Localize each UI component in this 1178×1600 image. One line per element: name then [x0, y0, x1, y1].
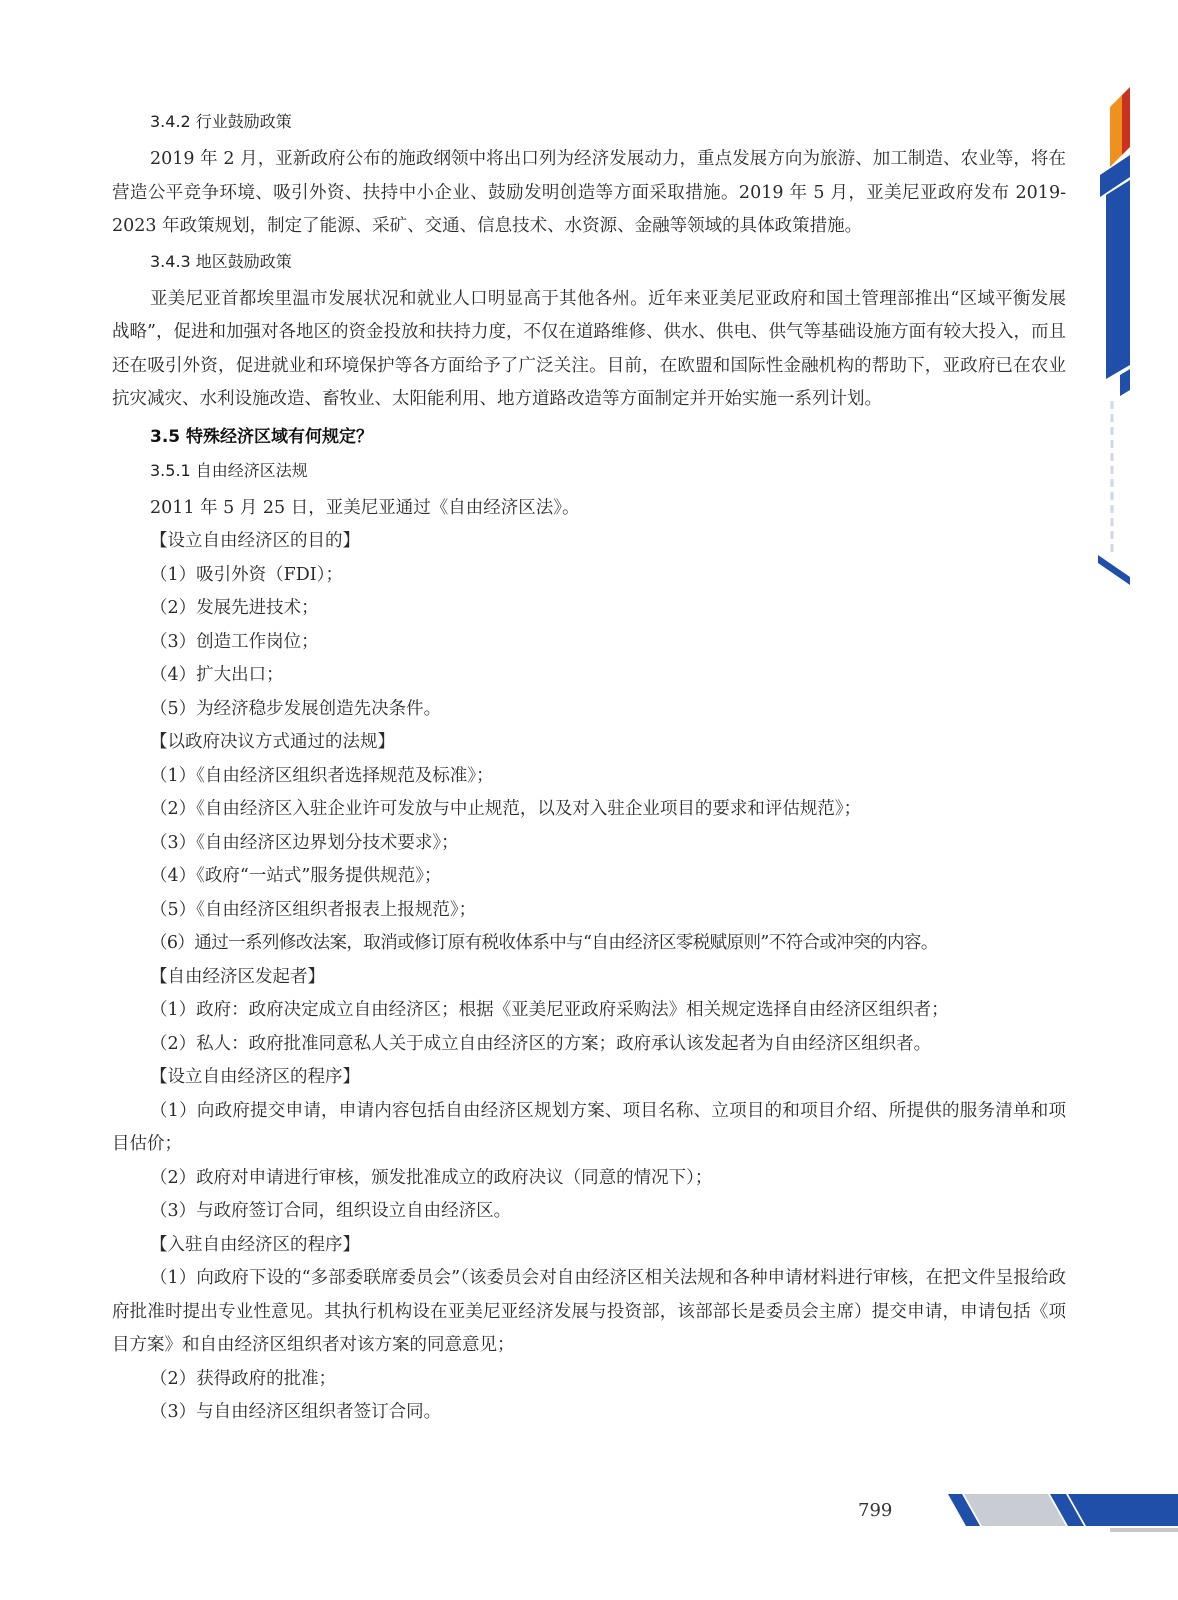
regulations-heading: 【以政府决议方式通过的法规】 [150, 732, 395, 752]
intro-line: 2011 年 5 月 25 日，亚美尼亚通过《自由经济区法》。 [150, 497, 580, 518]
list-item: （1）向政府下设的“多部委联席委员会”（该委员会对自由经济区相关法规和各种申请材料进行审核，在把文件呈报给政府批准时提出专业性意见。其执行机构设在亚美尼亚经济发展与投资部，该部部长是委员会主席）提交申请，申请包括《项目方案》和自由经济区组织者对该方案的同意意见； [112, 1268, 1066, 1355]
list-item: （1）政府：政府决定成立自由经济区；根据《亚美尼亚政府采购法》相关规定选择自由经济区组织者； [150, 1000, 949, 1020]
paragraph-industry-policy: 2019 年 2 月，亚新政府公布的施政纲领中将出口列为经济发展动力，重点发展方向为旅游、加工制造、农业等，将在营造公平竞争环境、吸引外资、扶持中小企业、鼓励发明创造等方面采取措施。2019 年 5 月，亚美尼亚政府发布 2019-2023 年政策规划，制定了能源、采矿、交通、信息技术、水资源、金融等领域的具体政策措施。 [112, 149, 1066, 236]
list-item: （4）扩大出口； [150, 665, 284, 685]
list-item: （1）《自由经济区组织者选择规范及标准》； [150, 765, 494, 786]
entry-procedure-heading: 【入驻自由经济区的程序】 [150, 1234, 360, 1255]
purpose-heading: 【设立自由经济区的目的】 [150, 531, 360, 551]
setup-procedure-heading: 【设立自由经济区的程序】 [150, 1067, 360, 1087]
list-item: （4）《政府“一站式”服务提供规范》； [150, 866, 442, 886]
list-item: （3）与政府签订合同，组织设立自由经济区。 [150, 1201, 512, 1221]
paragraph-regional-policy: 亚美尼亚首都埃里温市发展状况和就业人口明显高于其他各州。近年来亚美尼亚政府和国土管理部推出“区域平衡发展战略”，促进和加强对各地区的资金投放和扶持力度，不仅在道路维修、供水、供电、供气等基础设施方面有较大投入，而且还在吸引外资，促进就业和环境保护等各方面给予了广泛关注。目前，在欧盟和国际性金融机构的帮助下，亚政府已在农业抗灾减灾、水利设施改造、畜牧业、太阳能利用、地方道路改造等方面制定并开始实施一系列计划。 [112, 288, 1066, 409]
list-item: （2）获得政府的批准； [150, 1368, 337, 1389]
section-title-3-5-1: 3.5.1 自由经济区法规 [150, 460, 308, 480]
list-item: （1）向政府提交申请，申请内容包括自由经济区规划方案、项目名称、立项目的和项目介绍、所提供的服务清单和项目估价； [112, 1100, 1066, 1154]
decorative-footer-band [940, 1490, 1178, 1534]
list-item: （3）创造工作岗位； [150, 631, 319, 652]
list-item: （2）《自由经济区入驻企业许可发放与中止规范，以及对入驻企业项目的要求和评估规范》； [150, 799, 862, 819]
initiator-heading: 【自由经济区发起者】 [150, 966, 325, 987]
list-item: （2）政府对申请进行审核，颁发批准成立的政府决议（同意的情况下）； [150, 1167, 713, 1188]
section-title-3-4-2: 3.4.2 行业鼓励政策 [150, 112, 292, 131]
page-number: 799 [858, 1500, 893, 1521]
list-item: （1）吸引外资（FDI）； [150, 564, 343, 585]
page-content [112, 108, 1066, 1430]
section-title-3-4-3: 3.4.3 地区鼓励政策 [150, 251, 292, 271]
list-item: （2）发展先进技术； [150, 598, 319, 618]
list-item: （5）《自由经济区组织者报表上报规范》； [150, 899, 477, 920]
section-title-3-5: 3.5 特殊经济区域有何规定？ [150, 426, 374, 447]
list-item: （3）《自由经济区边界划分技术要求》； [150, 832, 459, 853]
decorative-side-band [1098, 85, 1178, 585]
list-item: （3）与自由经济区组织者签订合同。 [150, 1402, 442, 1422]
list-item: （5）为经济稳步发展创造先决条件。 [150, 698, 442, 719]
list-item: （2）私人：政府批准同意私人关于成立自由经济区的方案；政府承认该发起者为自由经济区组织者。 [150, 1033, 932, 1054]
list-item: （6）通过一系列修改法案，取消或修订原有税收体系中与“自由经济区零税赋原则”不符合或冲突的内容。 [150, 933, 938, 953]
